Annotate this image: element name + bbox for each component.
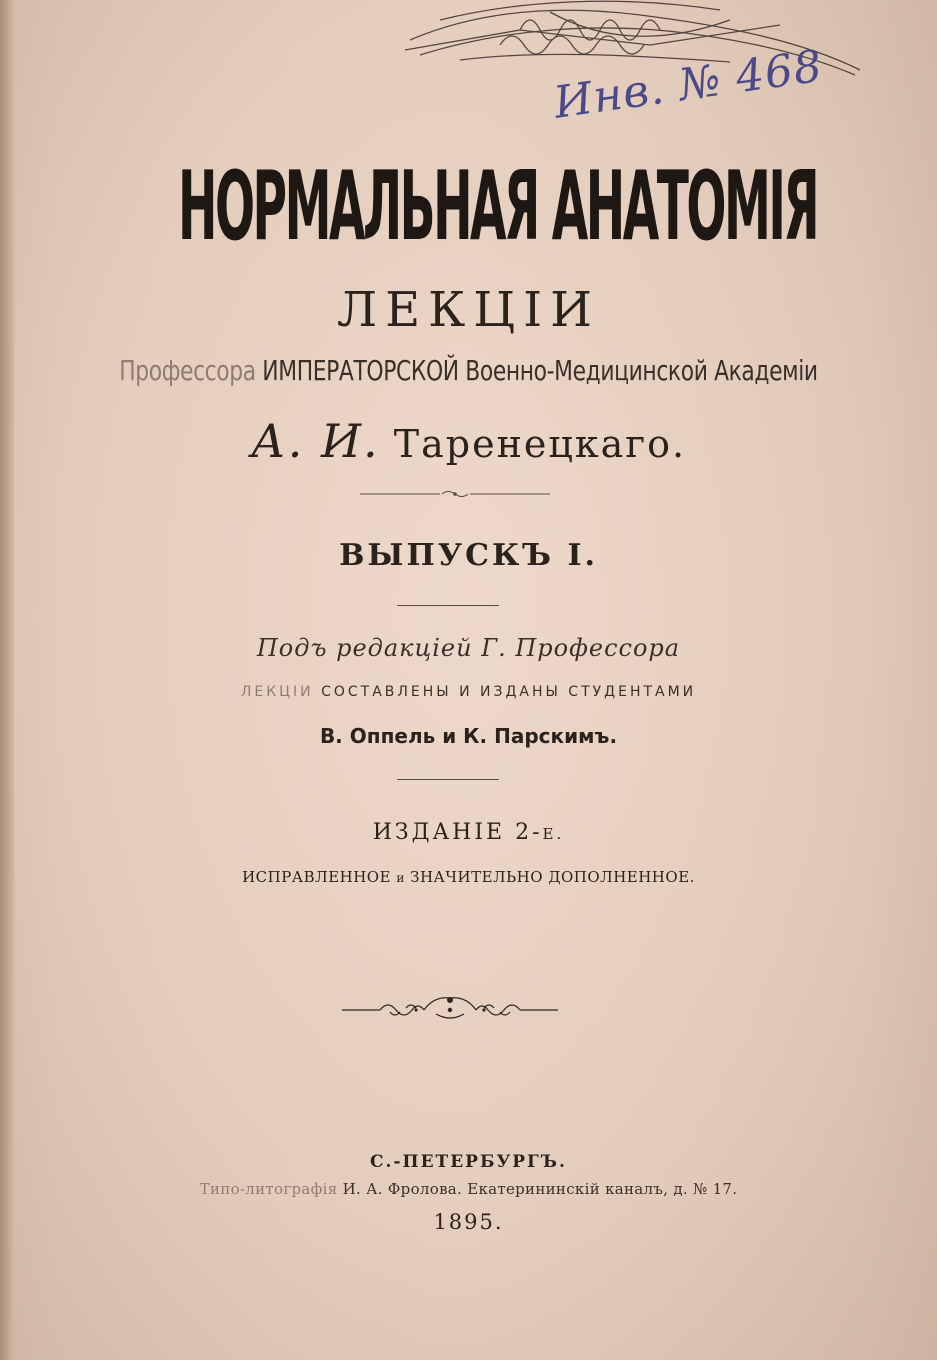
edition-suffix: Е. [542, 825, 565, 843]
student-names: В. Оппель и К. Парскимъ. [319, 724, 618, 748]
printer-line [0, 1180, 937, 1198]
author-surname: Таренецкаго. [393, 422, 687, 466]
editor-line: Подъ редакціей Г. Профессора [256, 634, 681, 662]
revised-part1: ИСПРАВЛЕННОЕ [242, 868, 392, 886]
compiled-faded-word: ЛЕКЦІИ [240, 684, 314, 700]
book-subtitle: ЛЕКЦІИ [337, 282, 600, 338]
small-ornament-divider [360, 488, 550, 500]
revised-line [0, 868, 937, 886]
revised-conj: и [396, 871, 405, 885]
divider-rule [397, 605, 499, 606]
ornamental-vignette [340, 994, 560, 1022]
author-initials: А. И. [250, 414, 380, 468]
publication-city: С.-ПЕТЕРБУРГЪ. [370, 1152, 567, 1172]
professor-word: Профессора [119, 354, 256, 387]
revised-part2: ЗНАЧИТЕЛЬНО ДОПОЛНЕННОЕ. [410, 868, 695, 886]
academy-name: ИМПЕРАТОРСКОЙ Военно-Медицинской Академіи [262, 354, 818, 387]
inventory-number-handwriting: Инв. № 468 [550, 40, 826, 129]
publication-year: 1895. [433, 1210, 504, 1234]
divider-rule [397, 779, 499, 780]
printer-address: И. А. Фролова. Екатерининскій каналъ, д. № 17. [342, 1180, 738, 1198]
compiled-text: СОСТАВЛЕНЫ И ИЗДАНЫ СТУДЕНТАМИ [321, 684, 697, 700]
printer-type: Типо-литографія [199, 1180, 338, 1198]
edition-line [0, 820, 937, 845]
edition-main: ИЗДАНІЕ 2- [372, 820, 543, 845]
issue-number: ВЫПУСКЪ I. [339, 538, 598, 573]
compiled-line [0, 684, 937, 700]
book-title: НОРМАЛЬНАЯ АНАТОМІЯ [178, 150, 818, 262]
author-name [0, 414, 937, 468]
professor-line [103, 354, 834, 387]
